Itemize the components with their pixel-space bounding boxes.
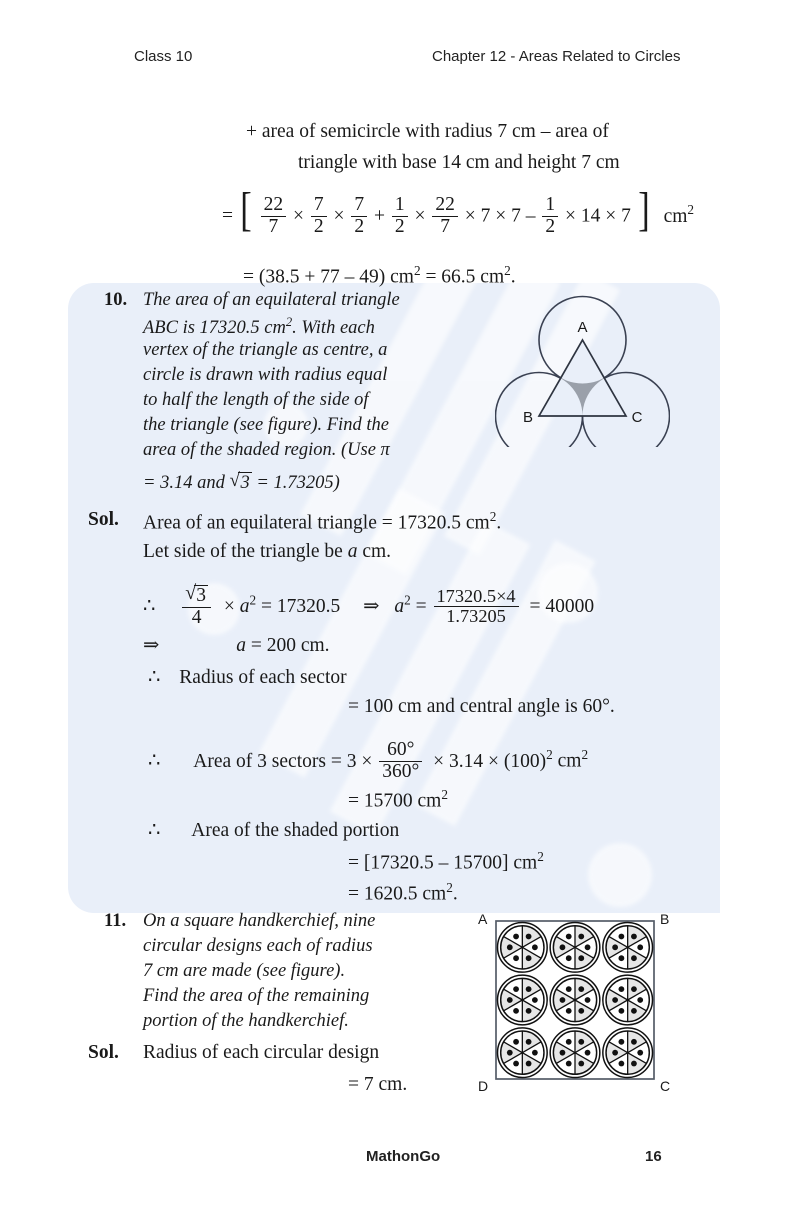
question-10-number: 10. (104, 290, 128, 310)
unit-exponent: 2 (687, 202, 695, 218)
figure-three-circles-triangle (495, 292, 670, 452)
design-dot (618, 955, 624, 961)
question-10-line-5: to half the length of the side of (143, 390, 369, 410)
design-dot (507, 997, 513, 1003)
question-11-line-1: On a square handkerchief, nine (143, 911, 376, 931)
question-10-line-6: the triangle (see figure). Find the (143, 415, 389, 435)
header-chapter-label: Chapter 12 - Areas Related to Circles (432, 48, 681, 65)
question-11-line-4: Find the area of the remaining (143, 986, 370, 1006)
figure-label-B: B (660, 911, 670, 927)
design-dot (566, 1039, 572, 1045)
sqrt-suffix: = 1.73205) (256, 473, 340, 493)
design-dot (637, 1050, 643, 1056)
design-dot (566, 1008, 572, 1014)
solution-10-equation-1 (143, 586, 594, 629)
design-dot (631, 1008, 637, 1014)
solution-10-line-7 (148, 818, 399, 842)
therefore-icon: ∴ (148, 667, 161, 688)
design-dot (507, 944, 513, 950)
design-dot (526, 1061, 532, 1067)
figure-label-A: A (478, 911, 488, 927)
design-dot (526, 1008, 532, 1014)
design-dot (618, 934, 624, 940)
equals-sign: = (222, 205, 233, 227)
design-dot (578, 1008, 584, 1014)
solution-10-line-2-prefix: Let side of the triangle be (143, 541, 348, 562)
design-dot (526, 1039, 532, 1045)
footer-brand: MathonGo (366, 1148, 441, 1165)
variable-a: a (239, 596, 250, 618)
design-dot (513, 934, 519, 940)
design-dot (612, 944, 618, 950)
design-dot (578, 955, 584, 961)
exponent: 2 (413, 263, 421, 278)
figure-label-A: A (577, 319, 588, 336)
solution-10-line-6-text: = 15700 cm (348, 790, 442, 812)
solution-10-line-3-text: Radius of each sector (179, 667, 347, 688)
solution-11-line-1: Radius of each circular design (143, 1042, 380, 1063)
design-dot (637, 997, 643, 1003)
fraction-7-2-b: $\frac{7}{2}$ (351, 195, 367, 237)
design-dot (631, 986, 637, 992)
design-dot (578, 986, 584, 992)
design-dot (566, 986, 572, 992)
exponent: 2 (446, 880, 453, 895)
question-11-line-3: 7 cm are made (see figure). (143, 961, 346, 981)
exponent: 2 (285, 315, 293, 329)
sqrt-prefix: = 3.14 and (143, 473, 225, 493)
period: . (452, 883, 458, 905)
design-dot (578, 1039, 584, 1045)
exponent: 2 (249, 592, 257, 608)
solution-10-label: Sol. (88, 509, 119, 530)
design-dot (532, 944, 538, 950)
fraction-17320-1-73205: $\frac{17320.5\times 4}{1.73205}$ (434, 587, 519, 627)
design-dot (532, 997, 538, 1003)
sqrt-icon: √ 3 (185, 585, 208, 607)
design-dot (612, 997, 618, 1003)
solution-10-line-5 (148, 741, 588, 783)
solution-10-line-2 (143, 541, 391, 563)
design-dot (560, 1050, 566, 1056)
solution-10-line-9 (348, 880, 458, 906)
design-dot (585, 997, 591, 1003)
design-dot (513, 1061, 519, 1067)
solution-10-line-8 (348, 849, 544, 875)
design-dot (631, 955, 637, 961)
header-class-label: Class 10 (134, 48, 193, 65)
equals-sign: = (243, 266, 254, 288)
page-header (0, 48, 800, 74)
times-sign: × (223, 596, 235, 618)
design-dot (618, 986, 624, 992)
design-dot (526, 955, 532, 961)
exponent: 2 (546, 747, 553, 763)
continued-expression: = [ $\frac{22}{7}$ × $\frac{7}{2}$ × $\frac{7}{2}$ + $\frac{1}{2}$ × $\frac{22}{7}$ × 7 × 7 – $\frac{1}{2}$ × 14 × 7 ] $cm^2$ (222, 182, 695, 237)
question-10-line-4: circle is drawn with radius equal (143, 365, 388, 385)
therefore-icon: ∴ (148, 750, 161, 772)
design-dot (585, 944, 591, 950)
fraction-22-7: $\frac{22}{7}$ (261, 195, 287, 237)
design-dot (637, 944, 643, 950)
exponent: 2 (537, 849, 544, 864)
unit-cm: cm (557, 750, 582, 772)
design-dot (513, 1039, 519, 1045)
solution-10-line-4: = 100 cm and central angle is 60°. (348, 696, 615, 717)
design-dot (532, 1050, 538, 1056)
therefore-icon: ∴ (143, 596, 156, 618)
solution-10-equation-2 (143, 633, 330, 657)
design-dot (566, 934, 572, 940)
solution-11-line-2: = 7 cm. (348, 1074, 408, 1095)
design-dot (618, 1061, 624, 1067)
design-dot (566, 955, 572, 961)
design-dot (631, 1039, 637, 1045)
unit-exponent: 2 (581, 747, 589, 763)
figure-label-B: B (522, 409, 534, 426)
design-dot (560, 944, 566, 950)
question-10-line-2 (143, 315, 375, 339)
variable-a: a (394, 596, 405, 618)
watermark-dot (588, 843, 652, 907)
implies-icon: ⇒ (363, 596, 380, 618)
implies-icon: ⇒ (143, 635, 160, 656)
fraction-7-2-a: $\frac{7}{2}$ (311, 195, 327, 237)
fraction-22-7-b: $\frac{22}{7}$ (432, 195, 458, 237)
continued-line-2: triangle with base 14 cm and height 7 cm (298, 152, 620, 173)
design-dot (618, 1008, 624, 1014)
design-dot (578, 1061, 584, 1067)
design-dot (612, 1050, 618, 1056)
expression-tail-1: × 7 × 7 – (464, 205, 536, 227)
variable-a: a (236, 635, 246, 656)
fraction-60-360: $\frac{60^\circ}{360^\circ}$ (379, 740, 422, 782)
times-sign: × (333, 205, 345, 227)
therefore-icon: ∴ (148, 820, 161, 841)
design-dot (631, 1061, 637, 1067)
sqrt-icon: √ 3 (229, 472, 251, 494)
final-body: (38.5 + 77 – 49) cm (258, 266, 414, 288)
footer-page-number: 16 (645, 1148, 662, 1165)
equals-sign: = (415, 596, 427, 618)
solution-10-line-1 (143, 509, 501, 535)
question-11-line-2: circular designs each of radius (143, 936, 373, 956)
figure-label-C: C (660, 1078, 671, 1094)
final-mid: = 66.5 cm (420, 266, 505, 288)
design-dot (513, 955, 519, 961)
unit-cm: cm (663, 205, 688, 227)
question-11-number: 11. (104, 911, 127, 931)
fraction-sqrt3-4: √ $\frac{3}{4}$ (182, 585, 211, 628)
continued-final-line (243, 263, 516, 289)
figure-label-D: D (478, 1078, 489, 1094)
design-dot (513, 986, 519, 992)
solution-10-line-2-suffix: cm. (357, 541, 392, 562)
fraction-1-2-a: $\frac{1}{2}$ (392, 195, 408, 237)
design-dot (631, 934, 637, 940)
question-10-line-2-text: ABC is 17320.5 cm (143, 318, 286, 339)
design-dot (513, 1008, 519, 1014)
solution-10-line-3 (148, 665, 347, 689)
solution-10-line-5-prefix: Area of 3 sectors = 3 × (193, 750, 373, 772)
solution-10-line-1-text: Area of an equilateral triangle = 17320.5 cm (143, 512, 490, 534)
question-10-line-8 (143, 472, 340, 494)
equation-2-rhs: = 200 cm. (250, 635, 330, 656)
exponent: 2 (404, 592, 411, 608)
times-sign: × (414, 205, 426, 227)
equation-result: = 40000 (529, 596, 595, 618)
exponent: 2 (504, 263, 511, 278)
solution-10-line-8-text: = [17320.5 – 15700] cm (348, 852, 538, 874)
design-dot (560, 997, 566, 1003)
design-dot (566, 1061, 572, 1067)
design-dot (526, 934, 532, 940)
exponent: 2 (441, 787, 448, 802)
design-dot (618, 1039, 624, 1045)
question-11-line-5: portion of the handkerchief. (143, 1011, 349, 1031)
question-10-line-7: area of the shaded region. (Use π (143, 440, 390, 460)
equation-rhs: = 17320.5 (261, 596, 341, 618)
solution-11-label: Sol. (88, 1042, 119, 1063)
design-dot (578, 934, 584, 940)
period: . (510, 266, 516, 288)
period: . (496, 512, 502, 534)
expression-tail-2: × 14 × 7 (565, 205, 631, 227)
solution-10-line-7-text: Area of the shaded portion (191, 820, 400, 841)
design-dot (526, 986, 532, 992)
solution-10-line-9-text: = 1620.5 cm (348, 883, 447, 905)
variable-a: a (347, 541, 358, 562)
continued-line-1: + area of semicircle with radius 7 cm – area of (246, 121, 609, 142)
design-dot (507, 1050, 513, 1056)
plus-sign: + (374, 205, 386, 227)
fraction-1-2-b: $\frac{1}{2}$ (542, 195, 558, 237)
times-sign: × (293, 205, 305, 227)
exponent: 2 (489, 509, 497, 524)
design-dot (585, 1050, 591, 1056)
figure-handkerchief (470, 905, 680, 1105)
solution-10-line-5-suffix: × 3.14 × (100) (433, 750, 547, 772)
question-10-line-3: vertex of the triangle as centre, a (143, 340, 388, 360)
solution-10-line-6 (348, 787, 448, 813)
question-10-line-2-tail: . With each (292, 318, 375, 339)
figure-label-C: C (631, 409, 643, 426)
question-10-line-1: The area of an equilateral triangle (143, 290, 400, 310)
